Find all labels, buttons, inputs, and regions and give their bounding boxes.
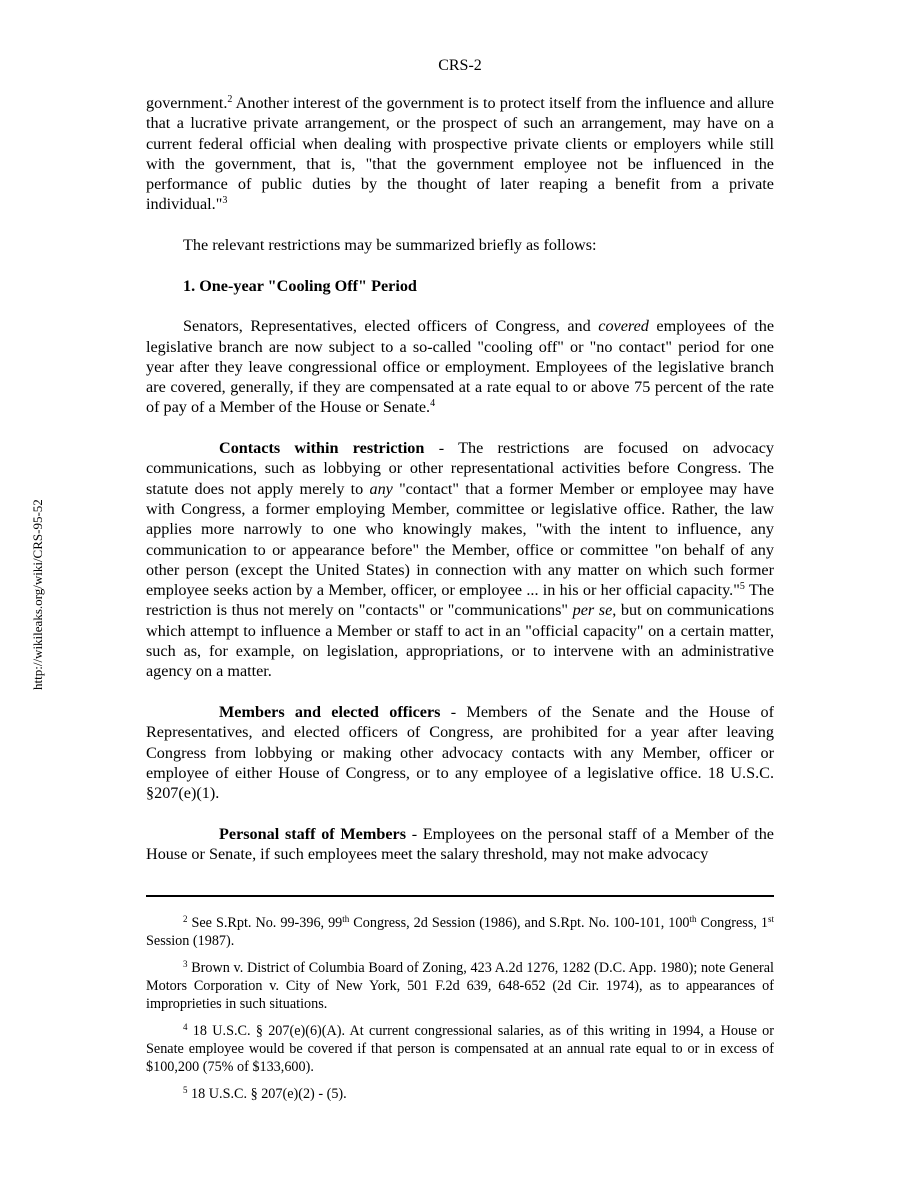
page-number: CRS-2 — [438, 57, 482, 74]
paragraph-covered-employees: Senators, Representatives, elected officers of Congress, and covered employees of the legislative branch are now subject to a so-called "cooling off" or "no contact" period for one year after they leave congressional office or employment. Employees of the legislative branch are covered, generally, if they are compensated at a rate equal to or above 75 percent of the rate of pay of a Member of the House or Senate.$^4$ — [146, 317, 775, 417]
paragraph-members-elected-officers: Members and elected officers - Members of the Senate and the House of Representatives, and elected officers of Congress, are prohibited for a year after leaving Congress from lobbying or making other advocacy contacts with any Member, officer or employee of either House of Congress, or to any employee of a legislative office. 18 U.S.C. §207(e)(1). — [146, 702, 774, 803]
run-in-heading-contacts: Contacts within restriction — [219, 439, 425, 458]
footnotes — [146, 914, 774, 1112]
footnote-5: $^5$ 18 U.S.C. § 207(e)(2) - (5). — [183, 1085, 347, 1102]
paragraph-personal-staff: Personal staff of Members - Employees on the personal staff of a Member of the House or Senate, if such employees meet the salary threshold, may not make advocacy — [146, 824, 774, 863]
section-heading-cooling-off: 1. One-year "Cooling Off" Period — [183, 276, 417, 295]
run-in-heading-members: Members and elected officers — [219, 702, 441, 721]
paragraph-contacts-within-restriction: Contacts within restriction - The restrictions are focused on advocacy communications, such as lobbying or other representational activities before Congress. The statute does not apply merely to any "contact" that a former Member or employee may have with Congress, a former employing Member, committee or legislative office. Rather, the law applies more narrowly to one who knowingly makes, "with the intent to influence, any communication to or appearance before" the Member, office or committee "on behalf of any other person (except the United States) in connection with any matter on which such former employee seeks action by a Member, officer, or employee ... in his or her official capacity."$^5$ The restriction is thus not merely on "contacts" or "communications" per se, but on communications which attempt to influence a Member or staff to act in an "official capacity" on a certain matter, such as, for example, on legislation, appropriations, or to intervene with an administrative agency on a matter. — [146, 439, 775, 681]
side-url-watermark: http://wikileaks.org/wiki/CRS-95-52 — [30, 499, 45, 690]
footnote-ref-5[interactable]: 5 — [739, 581, 745, 593]
run-in-heading-personal-staff: Personal staff of Members — [219, 824, 406, 843]
paragraph-government-interest: government.$^2$ Another interest of the government is to protect itself from the influence and allure that a lucrative private arrangement, or the prospect of such an arrangement, may have on a current federal official when dealing with prospective private clients or employers while still with the government, that is, "that the government employee not be influenced in the performance of public duties by the thought of later reaping a benefit from a private individual."$^3$ — [146, 94, 774, 214]
paragraph-summary-intro: The relevant restrictions may be summarized briefly as follows: — [183, 236, 597, 255]
footnote-separator — [146, 895, 774, 897]
main-text — [146, 93, 774, 864]
footnote-4: $^4$ 18 U.S.C. § 207(e)(6)(A). At current congressional salaries, as of this writing in 1994, a House or Senate employee would be covered if that person is compensated at an annual rate equal to or in excess of $100,200 (75% of $133,600). — [146, 1022, 774, 1075]
footnote-ref-4[interactable]: 4 — [430, 398, 436, 410]
footnote-2: $^2$ See S.Rpt. No. 99-396, 99th Congress, 2d Session (1986), and S.Rpt. No. 100-101, 100th Congress, 1st Session (1987). — [146, 914, 775, 949]
footnote-3: $^3$ Brown v. District of Columbia Board of Zoning, 423 A.2d 1276, 1282 (D.C. App. 1980); note General Motors Corporation v. City of New York, 501 F.2d 639, 648-652 (2d Cir. 1974), as to appearances of improprieties in such situations. — [146, 959, 774, 1012]
footnote-ref-3[interactable]: 3 — [222, 195, 228, 207]
footnote-ref-2[interactable]: 2 — [227, 94, 233, 105]
